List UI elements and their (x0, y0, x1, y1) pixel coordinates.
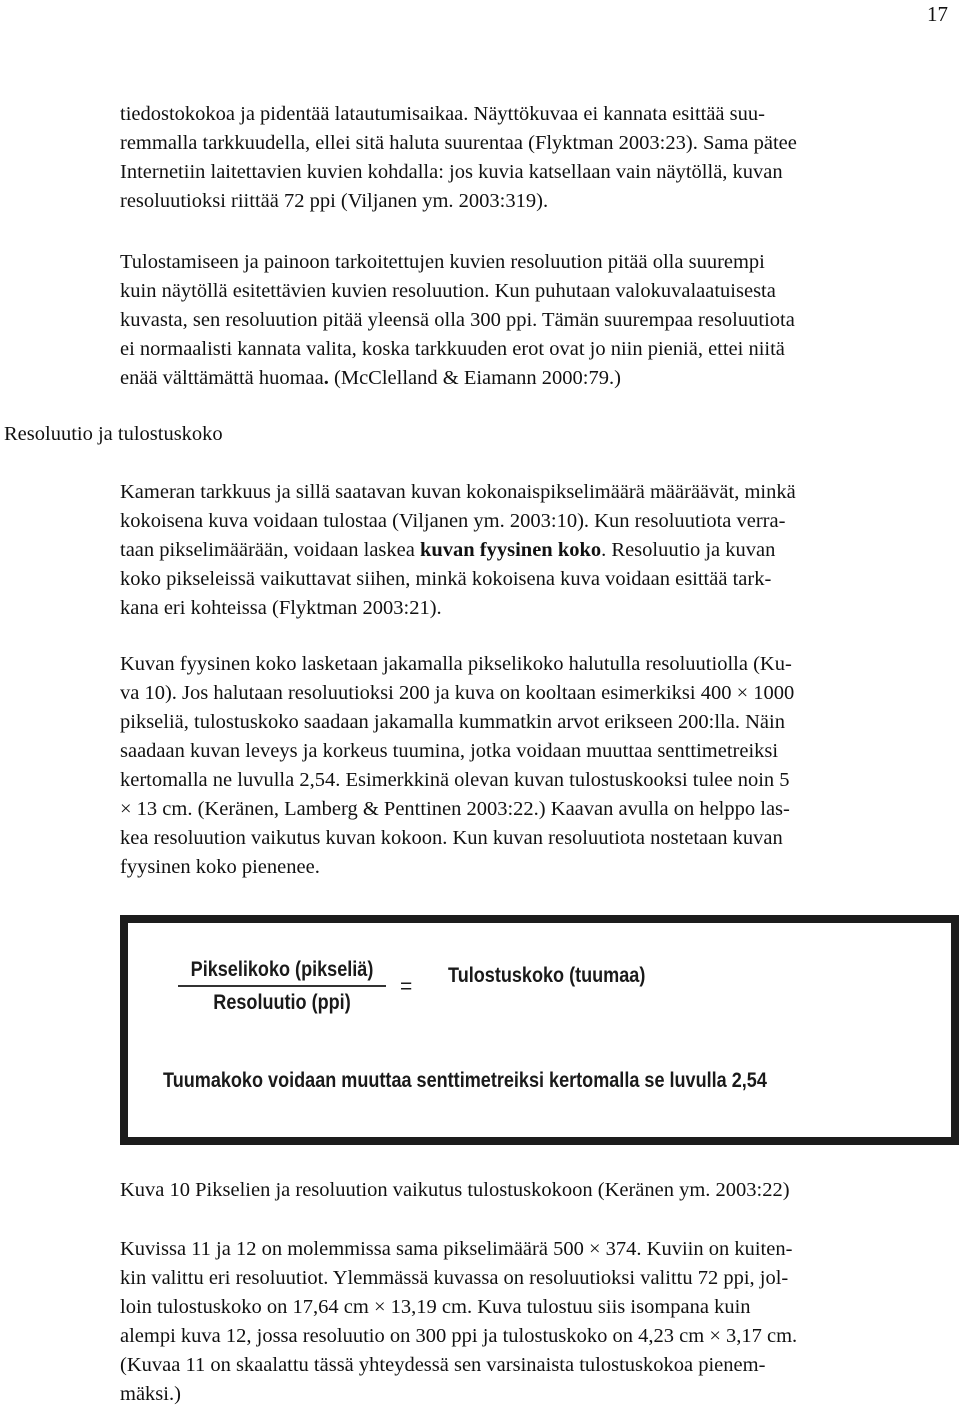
text-line: Internetiin laitettavien kuvien kohdalla: jos kuvia katsellaan vain näytöllä, kuvan (120, 161, 783, 183)
text-line: mäksi.) (120, 1383, 181, 1405)
physical-size-paragraph (120, 650, 940, 882)
figure-caption (120, 1176, 940, 1205)
text-line: (Kuvaa 11 on skaalattu tässä yhteydessä sen varsinaista tulostuskokoa pienem- (120, 1354, 766, 1376)
text-line: × 13 cm. (Keränen, Lamberg & Penttinen 2003:22.) Kaavan avulla on helppo las- (120, 798, 790, 820)
citation: (McClelland & Eiamann 2000:79.) (328, 367, 621, 389)
example-paragraph (120, 1235, 940, 1409)
text-line: tiedostokokoa ja pidentää latautumisaikaa. Näyttökuvaa ei kannata esittää suu- (120, 103, 765, 125)
text-line: kin valittu eri resoluutiot. Ylemmässä kuvassa on resoluutioksi valittu 72 ppi, jol- (120, 1267, 789, 1289)
formula-panel (128, 923, 951, 1137)
fraction-numerator: Pikselikoko (pikseliä) (190, 958, 374, 981)
text-line: kuin näytöllä esitettävien kuvien resoluution. Kun puhutaan valokuvalaatuisesta (120, 280, 776, 302)
text-line: saadaan kuvan leveys ja korkeus tuumina, jotka voidaan muuttaa senttimetreiksi (120, 740, 779, 762)
section-heading: Resoluutio ja tulostuskoko (4, 423, 223, 445)
text-line: va 10). Jos halutaan resoluutioksi 200 ja kuva on kooltaan esimerkiksi 400 × 1000 (120, 682, 795, 704)
bold-period: . (323, 367, 329, 389)
text-line: Kuvissa 11 ja 12 on molemmissa sama pikselimäärä 500 × 374. Kuviin on kuiten- (120, 1238, 793, 1260)
text-line: kea resoluution vaikutus kuvan kokoon. Kun kuvan resoluutiota nostetaan kuvan (120, 827, 783, 849)
text-line: pikseliä, tulostuskoko saadaan jakamalla kummatkin arvot erikseen 200:lla. Näin (120, 711, 785, 733)
text-line: Kuvan fyysinen koko lasketaan jakamalla pikselikoko halutulla resoluutiolla (Ku- (120, 653, 792, 675)
text-line: kuvasta, sen resoluution pitää yleensä olla 300 ppi. Tämän suurempaa resoluutiota (120, 309, 795, 331)
print-resolution-paragraph (120, 248, 940, 393)
text-line: koko pikseleissä vaikuttavat siihen, minkä kokoisena kuva voidaan esittää tark- (120, 568, 772, 590)
text-line: loin tulostuskoko on 17,64 cm × 13,19 cm. Kuva tulostuu siis isompana kuin (120, 1296, 751, 1318)
text-line: Kameran tarkkuus ja sillä saatavan kuvan kokonaispikselimäärä määräävät, minkä (120, 481, 796, 503)
conversion-note: Tuumakoko voidaan muuttaa senttimetreiksi kertomalla se luvulla 2,54 (163, 1069, 767, 1092)
formula-result: Tulostuskoko (tuumaa) (448, 964, 646, 987)
text-run: . Resoluutio ja kuvan (601, 539, 776, 561)
caption-text: Kuva 10 Pikselien ja resoluution vaikutus tulostuskokoon (Keränen ym. 2003:22) (120, 1179, 790, 1201)
text-line: resoluutioksi riittää 72 ppi (Viljanen ym. 2003:319). (120, 190, 549, 212)
fraction-denominator: Resoluutio (ppi) (213, 991, 351, 1014)
text-run: taan pikselimäärään, voidaan laskea (120, 539, 420, 561)
text-line: Tulostamiseen ja painoon tarkoitettujen kuvien resoluution pitää olla suurempi (120, 251, 765, 273)
text-line: ei normaalisti kannata valita, koska tarkkuuden erot ovat jo niin pieniä, ettei niitä (120, 338, 785, 360)
emphasis-term: kuvan fyysinen koko (419, 539, 602, 561)
page-number: 17 (927, 2, 948, 26)
equals-sign: = (400, 975, 413, 998)
text-line: alempi kuva 12, jossa resoluutio on 300 ppi ja tulostuskoko on 4,23 cm × 3,17 cm. (120, 1325, 798, 1347)
text-line: fyysinen koko pienenee. (120, 856, 320, 878)
text-line: kokoisena kuva voidaan tulostaa (Viljanen ym. 2003:10). Kun resoluutiota verra- (120, 510, 786, 532)
text-line (120, 536, 940, 565)
formula-fraction (168, 957, 396, 1016)
text-line: kertomalla ne luvulla 2,54. Esimerkkinä olevan kuvan tulostuskooksi tulee noin 5 (120, 769, 790, 791)
text-line: kana eri kohteissa (Flyktman 2003:21). (120, 597, 442, 619)
camera-resolution-paragraph (120, 478, 940, 623)
text-line: remmalla tarkkuudella, ellei sitä haluta suurentaa (Flyktman 2003:23). Sama pätee (120, 132, 797, 154)
formula-figure (120, 915, 959, 1145)
intro-paragraph (120, 100, 940, 216)
fraction-bar (178, 985, 386, 987)
text-run: enää välttämättä huomaa (120, 367, 324, 389)
text-line (120, 364, 940, 393)
